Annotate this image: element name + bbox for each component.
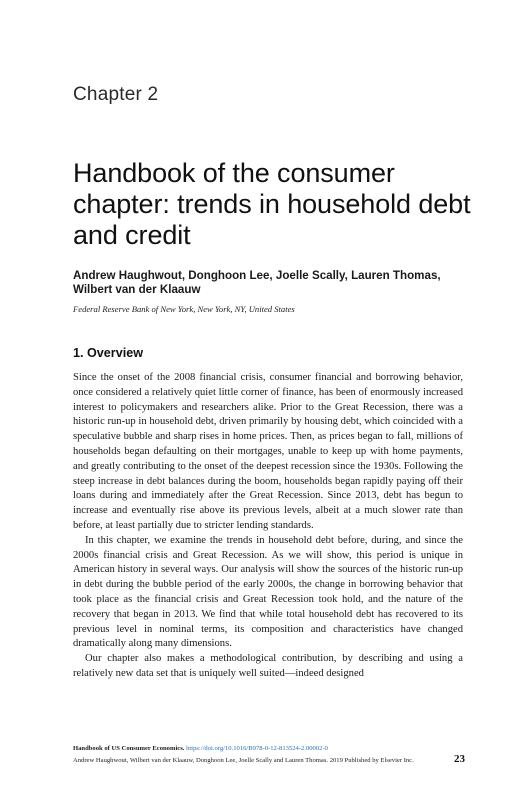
page-footer: [73, 744, 465, 766]
page-number: 23: [454, 753, 465, 765]
footer-doi-link[interactable]: https://doi.org/10.1016/B978-0-12-813524-2.00002-0: [186, 745, 328, 752]
section-heading-overview: 1. Overview: [73, 346, 144, 360]
body-paragraph-1: Since the onset of the 2008 financial crisis, consumer financial and borrowing behavior, once considered a relatively quiet little corner of finance, has been of enormously increased interest to policymakers and researchers alike. Prior to the Great Recession, there was a historic run-up in household debt, driven primarily by housing debt, which coincided with a speculative bubble and sharp rises in home prices. Then, as prices began to fall, millions of households began defaulting on their mortgages, unable to keep up with home payments, and greatly contributing to the onset of the deepest recession since the 1930s. Following the steep increase in debt balances during the boom, households began rapidly paying off their loans during and immediately after the Great Recession. Since 2013, debt has begun to increase and eventually rise above its previous levels, albeit at a much slower rate than before, at least partially due to stricter lending standards.: [73, 372, 463, 531]
footer-book-title: Handbook of US Consumer Economics.: [73, 745, 185, 752]
chapter-title: Handbook of the consumer chapter: trends in household debt and credit: [73, 158, 471, 250]
author-affiliation: Federal Reserve Bank of New York, New York, NY, United States: [73, 304, 295, 314]
body-paragraph-3: Our chapter also makes a methodological contribution, by describing and using a relatively new data set that is uniquely well suited—indeed designed: [73, 653, 463, 679]
body-paragraph-2: In this chapter, we examine the trends in household debt before, during, and since the 2000s financial crisis and Great Recession. As we will show, this period is unique in American history in several ways. Our analysis will show the sources of the historic run-up in debt during the bubble period of the early 2000s, the change in borrowing behavior that took place as the financial crisis and Great Recession took hold, and the nature of the recovery that began in 2013. We find that while total household debt has recovered to its previous level in nominal terms, its composition and characteristics have changed dramatically along many dimensions.: [73, 534, 463, 650]
footer-citation: [73, 744, 465, 754]
footer-copyright-row: [73, 754, 465, 766]
footer-copyright: Andrew Haughwout, Wilbert van der Klaauw, Donghoon Lee, Joelle Scally and Lauren Thomas. 2019 Published by Elsevier Inc.: [73, 757, 414, 764]
author-list: Andrew Haughwout, Donghoon Lee, Joelle Scally, Lauren Thomas, Wilbert van der Klaauw: [73, 269, 441, 296]
section-body: [73, 371, 463, 682]
chapter-label: Chapter 2: [73, 84, 159, 105]
